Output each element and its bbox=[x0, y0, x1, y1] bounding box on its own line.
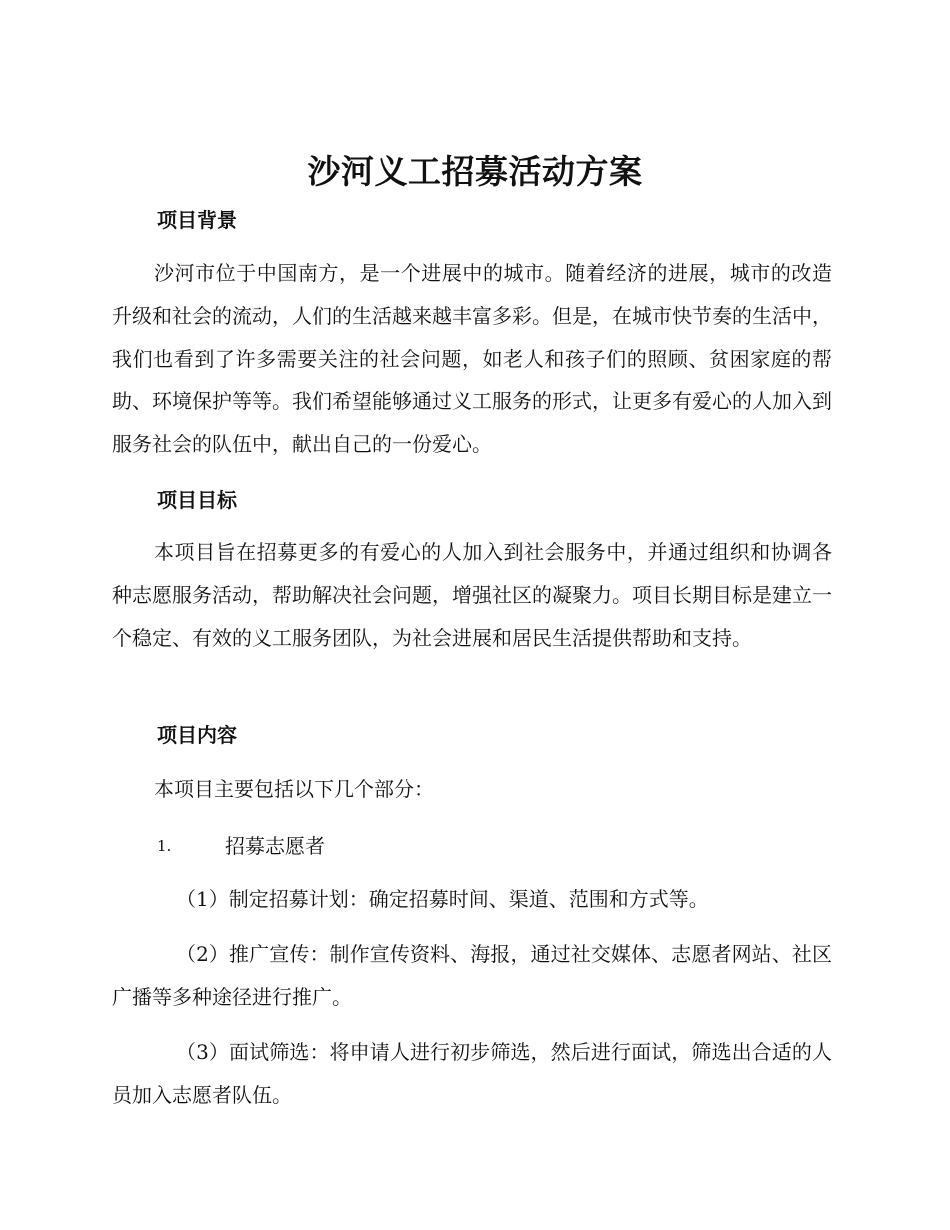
list-item-label: 招募志愿者 bbox=[225, 834, 325, 858]
content-intro-paragraph: 本项目主要包括以下几个部分： bbox=[154, 777, 434, 801]
sub-item-recruitment-plan: （1）制定招募计划：确定招募时间、渠道、范围和方式等。 bbox=[176, 887, 709, 911]
section-heading-goal: 项目目标 bbox=[157, 488, 237, 512]
sub-item-interview-screening: （3）面试筛选：将申请人进行初步筛选，然后进行面试，筛选出合适的人员加入志愿者队伍。 bbox=[112, 1040, 832, 1107]
sub-item-promotion: （2）推广宣传：制作宣传资料、海报，通过社交媒体、志愿者网站、社区广播等多种途径进行推广。 bbox=[112, 942, 832, 1009]
background-paragraph: 沙河市位于中国南方，是一个进展中的城市。随着经济的进展，城市的改造升级和社会的流动，人们的生活越来越丰富多彩。但是，在城市快节奏的生活中，我们也看到了许多需要关注的社会问题，如老人和孩子们的照顾、贫困家庭的帮助、环境保护等等。我们希望能够通过义工服务的形式，让更多有爱心的人加入到服务社会的队伍中，献出自己的一份爱心。 bbox=[112, 261, 832, 457]
section-heading-content: 项目内容 bbox=[157, 723, 237, 747]
section-heading-background: 项目背景 bbox=[157, 208, 237, 232]
document-title: 沙河义工招募活动方案 bbox=[307, 152, 643, 191]
list-item-number: 1. bbox=[157, 837, 172, 855]
goal-paragraph: 本项目旨在招募更多的有爱心的人加入到社会服务中，并通过组织和协调各种志愿服务活动，帮助解决社会问题，增强社区的凝聚力。项目长期目标是建立一个稳定、有效的义工服务团队，为社会进展和居民生活提供帮助和支持。 bbox=[112, 540, 832, 650]
